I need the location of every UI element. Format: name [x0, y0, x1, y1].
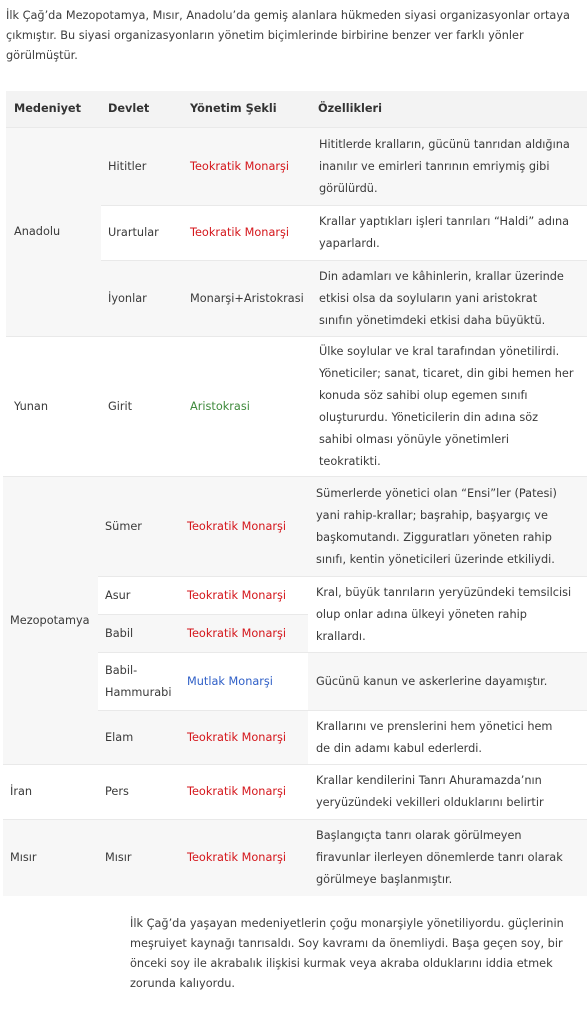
government-label: Teokratik Monarşi	[187, 626, 287, 640]
features-cell	[308, 710, 587, 764]
state-cell	[98, 819, 180, 896]
government-cell	[180, 819, 308, 896]
state-cell	[98, 576, 180, 614]
header-government-label: Yönetim Şekli	[190, 102, 277, 115]
government-label: Monarşi+Aristokrasi	[190, 291, 304, 305]
features-text: Krallarını ve prenslerini hem yönetici hem de din adamı kabul ederlerdi.	[316, 719, 553, 755]
features-text: Başlangıçta tanrı olarak görülmeyen firavunlar ilerleyen dönemlerde tanrı olarak görülmeye başlanmıştır.	[316, 829, 563, 886]
state-label: Mısır	[105, 851, 132, 864]
state-label: Hititler	[108, 159, 147, 173]
civilization-cell	[3, 764, 98, 819]
state-label: Girit	[108, 399, 133, 413]
features-text: Krallar yaptıkları işleri tanrıları “Haldi” adına yaparlardı.	[319, 215, 570, 250]
government-label: Teokratik Monarşi	[190, 226, 290, 239]
features-text: Din adamları ve kâhinlerin, krallar üzerinde etkisi olsa da soyluların yani aristokrat sınıfın yönetimdeki etkisi daha büyüktü.	[319, 269, 564, 327]
state-cell	[101, 205, 183, 260]
state-cell	[98, 710, 180, 764]
state-label: Babil- Hammurabi	[105, 663, 172, 699]
features-cell	[310, 127, 587, 205]
features-text: Kral, büyük tanrıların yeryüzündeki temsilcisi olup onlar adına ülkeyi yöneten rahip krallardı.	[316, 585, 572, 643]
state-cell	[98, 764, 180, 819]
state-label: Urartular	[108, 226, 159, 239]
civilization-mezopotamya: Mezopotamya	[10, 613, 90, 627]
state-cell	[98, 476, 180, 576]
state-label: Asur	[105, 588, 131, 602]
government-label: Mutlak Monarşi	[187, 674, 273, 688]
state-cell	[101, 127, 183, 205]
header-civilization	[6, 91, 101, 127]
intro-paragraph: İlk Çağ’da Mezopotamya, Mısır, Anadolu’da gemiş alanlara hükmeden siyasi organizasyonlar ortaya çıkmıştır. Bu siyasi organizasyonların yönetim biçimlerinde birbirine benzer ver farklı yönler görülmüştür.	[6, 9, 570, 62]
features-cell	[310, 260, 587, 336]
state-label: Elam	[105, 730, 134, 744]
government-label: Aristokrasi	[190, 399, 250, 413]
state-cell	[101, 260, 183, 336]
civilization-cell	[6, 127, 101, 336]
header-state-label: Devlet	[108, 102, 150, 115]
civilization-misir: Mısır	[10, 851, 37, 864]
features-cell	[308, 819, 587, 896]
features-text: Ülke soylular ve kral tarafından yönetilirdi. Yöneticiler; sanat, ticaret, din gibi hemen her konuda söz sahibi olup egemen sınıfı oluştururdu. Yöneticilerin din adına söz sahibi olması yönüyle yönetimleri teokratikti.	[319, 344, 574, 468]
civilization-iran: İran	[10, 785, 33, 798]
civilization-cell	[6, 336, 101, 476]
civilization-cell	[3, 819, 98, 896]
government-cell	[180, 764, 308, 819]
state-label: İyonlar	[108, 291, 147, 305]
civilization-yunan: Yunan	[14, 399, 49, 413]
government-cell	[180, 710, 308, 764]
header-features-label: Özellikleri	[318, 102, 382, 115]
government-cell	[183, 336, 310, 476]
state-cell	[98, 652, 180, 710]
features-text: Hititlerde kralların, gücünü tanrıdan aldığına inanılır ve emirleri tanrının emriymiş gibi görülürdü.	[319, 137, 570, 195]
state-cell	[98, 614, 180, 652]
civilization-cell	[3, 476, 98, 764]
features-cell	[310, 205, 587, 260]
government-cell	[180, 614, 308, 652]
government-cell	[183, 205, 310, 260]
civilization-anadolu: Anadolu	[14, 225, 61, 238]
outro-paragraph: İlk Çağ’da yaşayan medeniyetlerin çoğu monarşiyle yönetiliyordu. güçlerinin meşruiyet kaynağı tanrısaldı. Soy kavramı da önemliydi. Başa geçen soy, bir önceki soy ile akrabalık ilişkisi kurmak veya akraba olduklarını iddia etmek zorunda kalıyordu.	[130, 917, 564, 990]
state-cell	[101, 336, 183, 476]
government-cell	[180, 476, 308, 576]
features-cell	[310, 336, 587, 476]
government-label: Teokratik Monarşi	[190, 159, 290, 173]
header-state	[101, 91, 183, 127]
features-text: Krallar kendilerini Tanrı Ahuramazda’nın yeryüzündeki vekilleri olduklarını belirtir	[316, 774, 544, 809]
features-text: Sümerlerde yönetici olan “Ensi”ler (Patesi) yani rahip-krallar; başrahip, başyargıç ve başkomutandı. Zigguratları yöneten rahip sınıfı, kentin yöneticileri üzerinde etkiliydi.	[316, 486, 557, 566]
government-cell	[183, 127, 310, 205]
government-label: Teokratik Monarşi	[187, 730, 287, 744]
header-features	[310, 91, 587, 127]
government-label: Teokratik Monarşi	[187, 785, 287, 798]
government-label: Teokratik Monarşi	[187, 588, 287, 602]
government-cell	[180, 652, 308, 710]
government-label: Teokratik Monarşi	[187, 519, 287, 533]
state-label: Babil	[105, 626, 134, 640]
features-cell	[308, 576, 587, 652]
header-government	[183, 91, 310, 127]
government-cell	[183, 260, 310, 336]
state-label: Pers	[105, 785, 129, 798]
government-label: Teokratik Monarşi	[187, 851, 287, 864]
state-label: Sümer	[105, 519, 142, 533]
government-cell	[180, 576, 308, 614]
features-cell	[308, 652, 587, 710]
features-text: Gücünü kanun ve askerlerine dayamıştır.	[316, 674, 548, 688]
features-cell	[308, 476, 587, 576]
header-civilization-label: Medeniyet	[14, 102, 81, 115]
features-cell	[308, 764, 587, 819]
